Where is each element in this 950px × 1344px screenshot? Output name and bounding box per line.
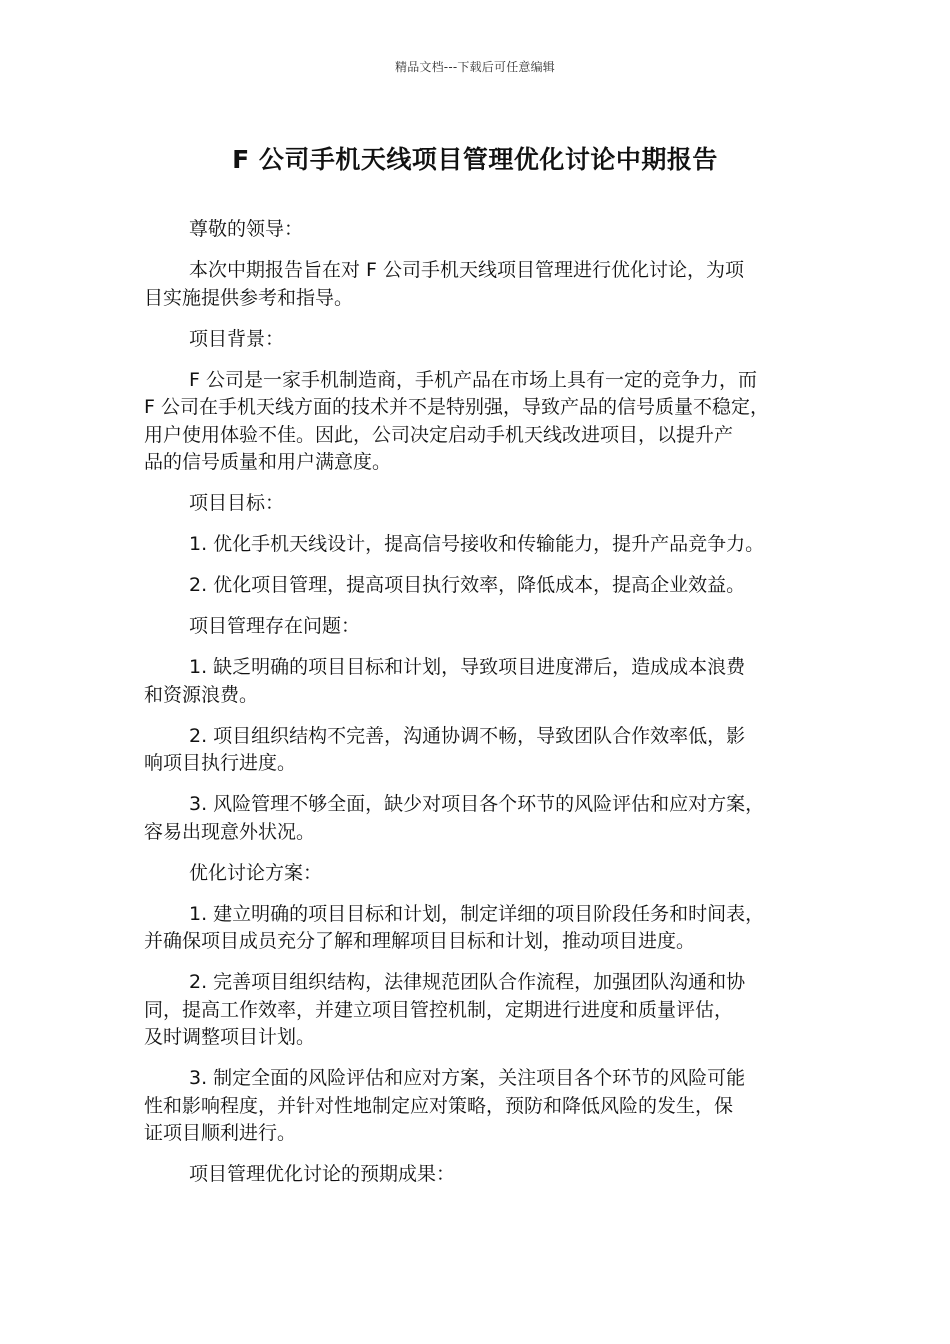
document-body: [144, 216, 810, 1202]
intro-paragraph: 本次中期报告旨在对 F 公司手机天线项目管理进行优化讨论，为项 目实施提供参考和指导。: [144, 259, 745, 309]
goal-item-2: 2. 优化项目管理，提高项目执行效率，降低成本，提高企业效益。: [189, 574, 746, 596]
document-title: F 公司手机天线项目管理优化讨论中期报告: [232, 145, 718, 174]
header-note: 精品文档---下载后可任意编辑: [395, 60, 555, 74]
section-heading-solutions: 优化讨论方案：: [189, 861, 323, 884]
salutation: 尊敬的领导：: [189, 218, 304, 240]
solution-item-3: 3. 制定全面的风险评估和应对方案，关注项目各个环节的风险可能 性和影响程度，并针对性地制定应对策略，预防和降低风险的发生，保 证项目顺利进行。: [144, 1067, 746, 1144]
solution-item-1: 1. 建立明确的项目目标和计划，制定详细的项目阶段任务和时间表， 并确保项目成员充分了解和理解项目目标和计划，推动项目进度。: [144, 902, 765, 952]
section-heading-background: 项目背景：: [189, 327, 285, 350]
solution-item-2: 2. 完善项目组织结构，法律规范团队合作流程，加强团队沟通和协 同，提高工作效率，并建立项目管控机制，定期进行进度和质量评估， 及时调整项目计划。: [144, 971, 746, 1048]
section-heading-problems: 项目管理存在问题：: [189, 615, 361, 637]
problem-item-1: 1. 缺乏明确的项目目标和计划，导致项目进度滞后，造成成本浪费 和资源浪费。: [144, 656, 746, 706]
problem-item-2: 2. 项目组织结构不完善，沟通协调不畅，导致团队合作效率低，影 响项目执行进度。: [144, 724, 746, 774]
problem-item-3: 3. 风险管理不够全面，缺少对项目各个环节的风险评估和应对方案， 容易出现意外状况。: [144, 793, 765, 843]
section-heading-outcomes: 项目管理优化讨论的预期成果：: [189, 1163, 456, 1185]
goal-item-1: 1. 优化手机天线设计，提高信号接收和传输能力，提升产品竞争力。: [189, 533, 765, 555]
section-heading-goals: 项目目标：: [189, 492, 285, 514]
background-paragraph: F 公司是一家手机制造商，手机产品在市场上具有一定的竞争力，而 F 公司在手机天线方面的技术并不是特别强，导致产品的信号质量不稳定， 用户使用体验不佳。因此，公司决定启动手机天线改进项目，以提升产 品的信号质量和用户满意度。: [144, 368, 769, 473]
